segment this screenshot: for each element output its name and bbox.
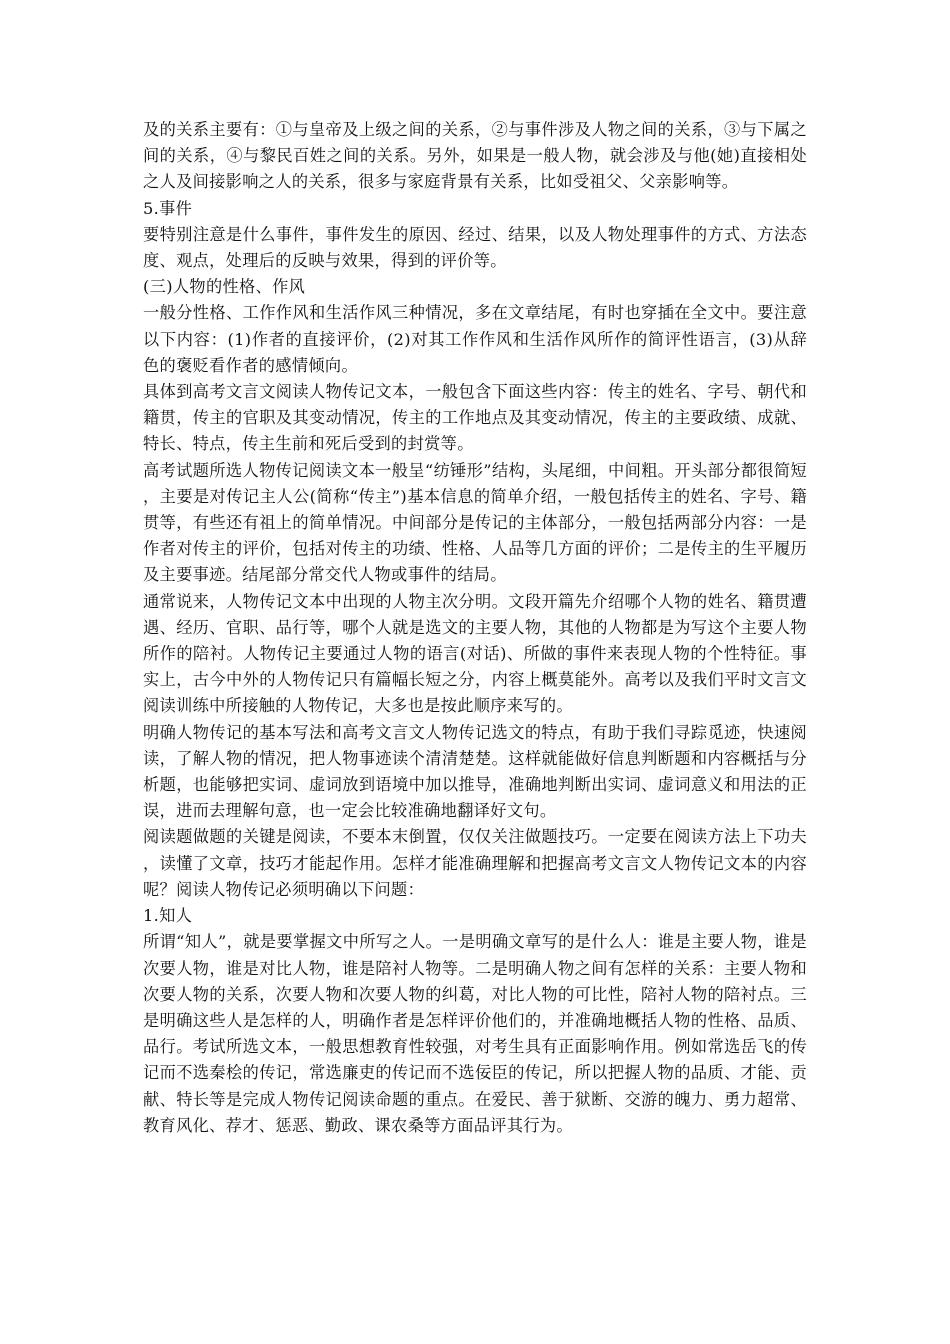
paragraph-character-style: 一般分性格、工作作风和生活作风三种情况，多在文章结尾，有时也穿插在全文中。要注意以下内容：(1)作者的直接评价，(2)对其工作作风和生活作风所作的简评性语言，(3)从辞色的褒贬看作者的感情倾向。 <box>143 303 807 375</box>
heading-know-people: 1.知人 <box>143 906 193 926</box>
paragraph-writing-features: 明确人物传记的基本写法和高考文言文人物传记选文的特点，有助于我们寻踪觅迹，快速阅读，了解人物的情况，把人物事迹读个清清楚楚。这样就能做好信息判断题和内容概括与分析题，也能够把实词、虚词放到语境中加以推导，准确地判断出实词、虚词意义和用法的正误，进而去理解句意，也一定会比较准确地翻译好文句。 <box>143 722 807 821</box>
document-body <box>143 117 807 1139</box>
paragraph-reading-key: 阅读题做题的关键是阅读，不要本末倒置，仅仅关注做题技巧。一定要在阅读方法上下功夫，读懂了文章，技巧才能起作用。怎样才能准确理解和把握高考文言文人物传记文本的内容呢？阅读人物传记必须明确以下问题： <box>143 827 807 899</box>
paragraph-biography-contents: 具体到高考文言文阅读人物传记文本，一般包含下面这些内容：传主的姓名、字号、朝代和籍贯，传主的官职及其变动情况，传主的工作地点及其变动情况，传主的主要政绩、成就、特长、特点，传主生前和死后受到的封赏等。 <box>143 382 807 454</box>
heading-events: 5.事件 <box>143 198 193 218</box>
paragraph-events: 要特别注意是什么事件，事件发生的原因、经过、结果，以及人物处理事件的方式、方法态度、观点，处理后的反映与效果，得到的评价等。 <box>143 224 807 271</box>
paragraph-spindle-structure: 高考试题所选人物传记阅读文本一般呈“纺锤形”结构，头尾细，中间粗。开头部分都很简短，主要是对传记主人公(简称“传主”)基本信息的简单介绍，一般包括传主的姓名、字号、籍贯等，有些还有祖上的简单情况。中间部分是传记的主体部分，一般包括两部分内容：一是作者对传主的评价，包括对传主的功绩、性格、人品等几方面的评价；二是传主的生平履历及主要事迹。结尾部分常交代人物或事件的结局。 <box>143 460 807 585</box>
heading-character-style: (三)人物的性格、作风 <box>143 277 306 297</box>
paragraph-know-people: 所谓“知人”，就是要掌握文中所写之人。一是明确文章写的是什么人：谁是主要人物，谁是次要人物，谁是对比人物，谁是陪衬人物等。二是明确人物之间有怎样的关系：主要人物和次要人物的关系，次要人物和次要人物的纠葛，对比人物的可比性，陪衬人物的陪衬点。三是明确这些人是怎样的人，明确作者是怎样评价他们的，并准确地概括人物的性格、品质、品行。考试所选文本，一般思想教育性较强，对考生具有正面影响作用。例如常选岳飞的传记而不选秦桧的传记，常选廉吏的传记而不选佞臣的传记，所以把握人物的品质、才能、贡献、特长等是完成人物传记阅读命题的重点。在爱民、善于狱断、交游的魄力、勇力超常、教育风化、荐才、惩恶、勤政、课农桑等方面品评其行为。 <box>143 932 807 1135</box>
paragraph-relations: 及的关系主要有：①与皇帝及上级之间的关系，②与事件涉及人物之间的关系，③与下属之间的关系，④与黎民百姓之间的关系。另外，如果是一般人物，就会涉及与他(她)直接相处之人及间接影响之人的关系，很多与家庭背景有关系，比如受祖父、父亲影响等。 <box>143 120 807 192</box>
paragraph-main-characters: 通常说来，人物传记文本中出现的人物主次分明。文段开篇先介绍哪个人物的姓名、籍贯遭遇、经历、官职、品行等，哪个人就是选文的主要人物，其他的人物都是为写这个主要人物所作的陪衬。人物传记主要通过人物的语言(对话)、所做的事件来表现人物的个性特征。事实上，古今中外的人物传记只有篇幅长短之分，内容上概莫能外。高考以及我们平时文言文阅读训练中所接触的人物传记，大多也是按此顺序来写的。 <box>143 591 807 716</box>
